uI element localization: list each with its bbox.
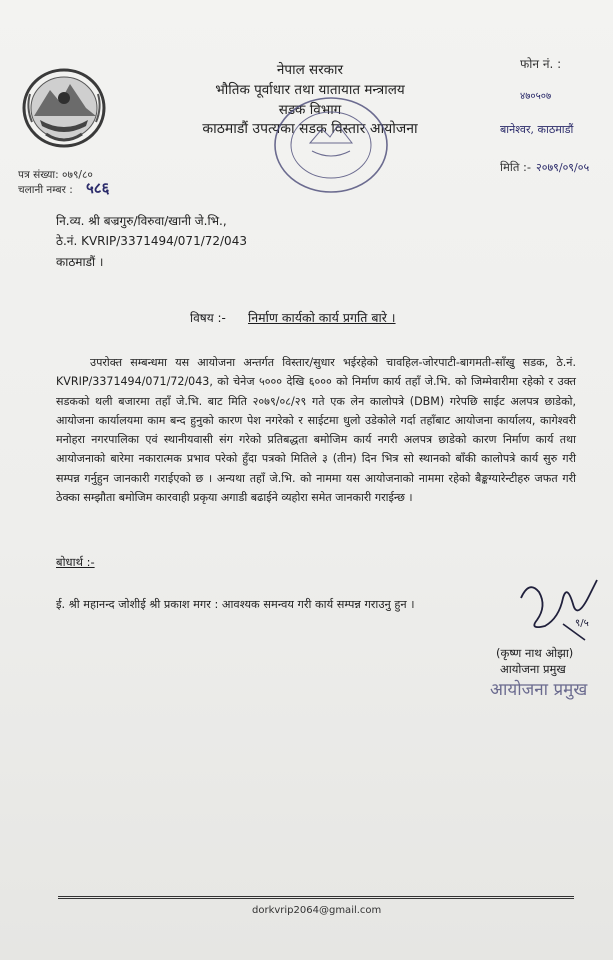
phone-label: फोन नं. :	[520, 57, 562, 71]
header-project: काठमाडौं उपत्यका सडक विस्तार आयोजना	[202, 121, 418, 137]
signature-icon	[515, 576, 600, 646]
date-value: २०७९/०९/०५	[536, 161, 590, 174]
recipient-city: काठमाडौं ।	[56, 255, 104, 269]
cc-label: बोधार्थ :-	[56, 555, 95, 569]
footer-email: dorkvrip2064@gmail.com	[252, 905, 382, 916]
recipient-name: नि.व्य. श्री बज्रगुरु/विरुवा/खानी जे.भि.,	[56, 214, 227, 228]
nepal-emblem-icon	[16, 64, 112, 156]
header-department: सडक विभाग	[278, 102, 342, 118]
svg-text:९/५: ९/५	[575, 618, 589, 629]
subject-text: निर्माण कार्यको कार्य प्रगति बारे ।	[248, 310, 396, 325]
dispatch-number: ५८६	[86, 179, 110, 197]
header-ministry: भौतिक पूर्वाधार तथा यातायात मन्त्रालय	[215, 82, 405, 98]
signatory-name: (कृष्ण नाथ ओझा)	[496, 646, 574, 660]
signatory-stamp: आयोजना प्रमुख	[490, 680, 588, 700]
phone-value: ४७०५०७	[520, 91, 552, 102]
subject-label: विषय :-	[190, 311, 226, 325]
letter-body: उपरोक्त सम्बन्धमा यस आयोजना अन्तर्गत विस्तार/सुधार भईरहेको चावहिल-जोरपाटी-बागमती-साँखु सडक, ठे.नं. KVRIP/3371494/071/72/043, को चेनेज ५००० देखि ६००० को निर्माण कार्य तहाँ जे.भि. को जिम्मेवारीमा रहेको र उक्त सडकको थली बजारमा तहाँ जे.भि. बाट मिति २०७९/०८/२९ गते एक लेन कालोपत्रे (DBM) गरेपछि साईट अलपत्र छाडेको, आयोजना कार्यालयमा काम बन्द हुनुको कारण पेश नगरेको र साईटमा धुलो उडेकोले गर्दा तहाँबाट आयोजना कार्यालय, कागेश्वरी मनोहरा नगरपालिका एवं स्थानीयवासी संग गरेको प्रतिबद्धता बमोजिम कार्य नगरी अलपत्र छाडेको कारण निर्माण कार्य तथा आयोजनाको बारेमा नकारात्मक प्रभाव परेको हुँदा पत्रको मितिले ३ (तीन) दिन भित्र सो स्थानको बाँकी कालोपत्रे कार्य सुरु गरी सम्पन्न गर्नुहुन जानकारी गराईएको छ । अन्यथा तहाँ जे.भि. को नाममा यस आयोजनाको नाममा रहेको बैङ्कग्यारेन्टीहरु जफत गरी ठेक्का सम्झौता बमोजिम कारवाही प्रकृया अगाडी बढाईने व्यहोरा समेत जानकारी गराईन्छ ।	[56, 356, 576, 505]
date-label: मिति :-	[500, 160, 532, 174]
office-address: बानेश्वर, काठमाडौं	[500, 123, 574, 136]
office-seal-icon	[272, 95, 390, 195]
letter-number: पत्र संख्या: ०७९/८०	[18, 169, 93, 181]
recipient-contract: ठे.नं. KVRIP/3371494/071/72/043	[56, 234, 247, 248]
header-gov: नेपाल सरकार	[276, 62, 344, 78]
dispatch-label: चलानी नम्बर :	[18, 184, 73, 196]
footer-rule	[58, 896, 574, 899]
cc-line: ई. श्री महानन्द जोशीई श्री प्रकाश मगर : आवश्यक समन्वय गरी कार्य सम्पन्न गराउनु हुन ।	[56, 598, 415, 611]
signatory-title: आयोजना प्रमुख	[500, 662, 566, 676]
